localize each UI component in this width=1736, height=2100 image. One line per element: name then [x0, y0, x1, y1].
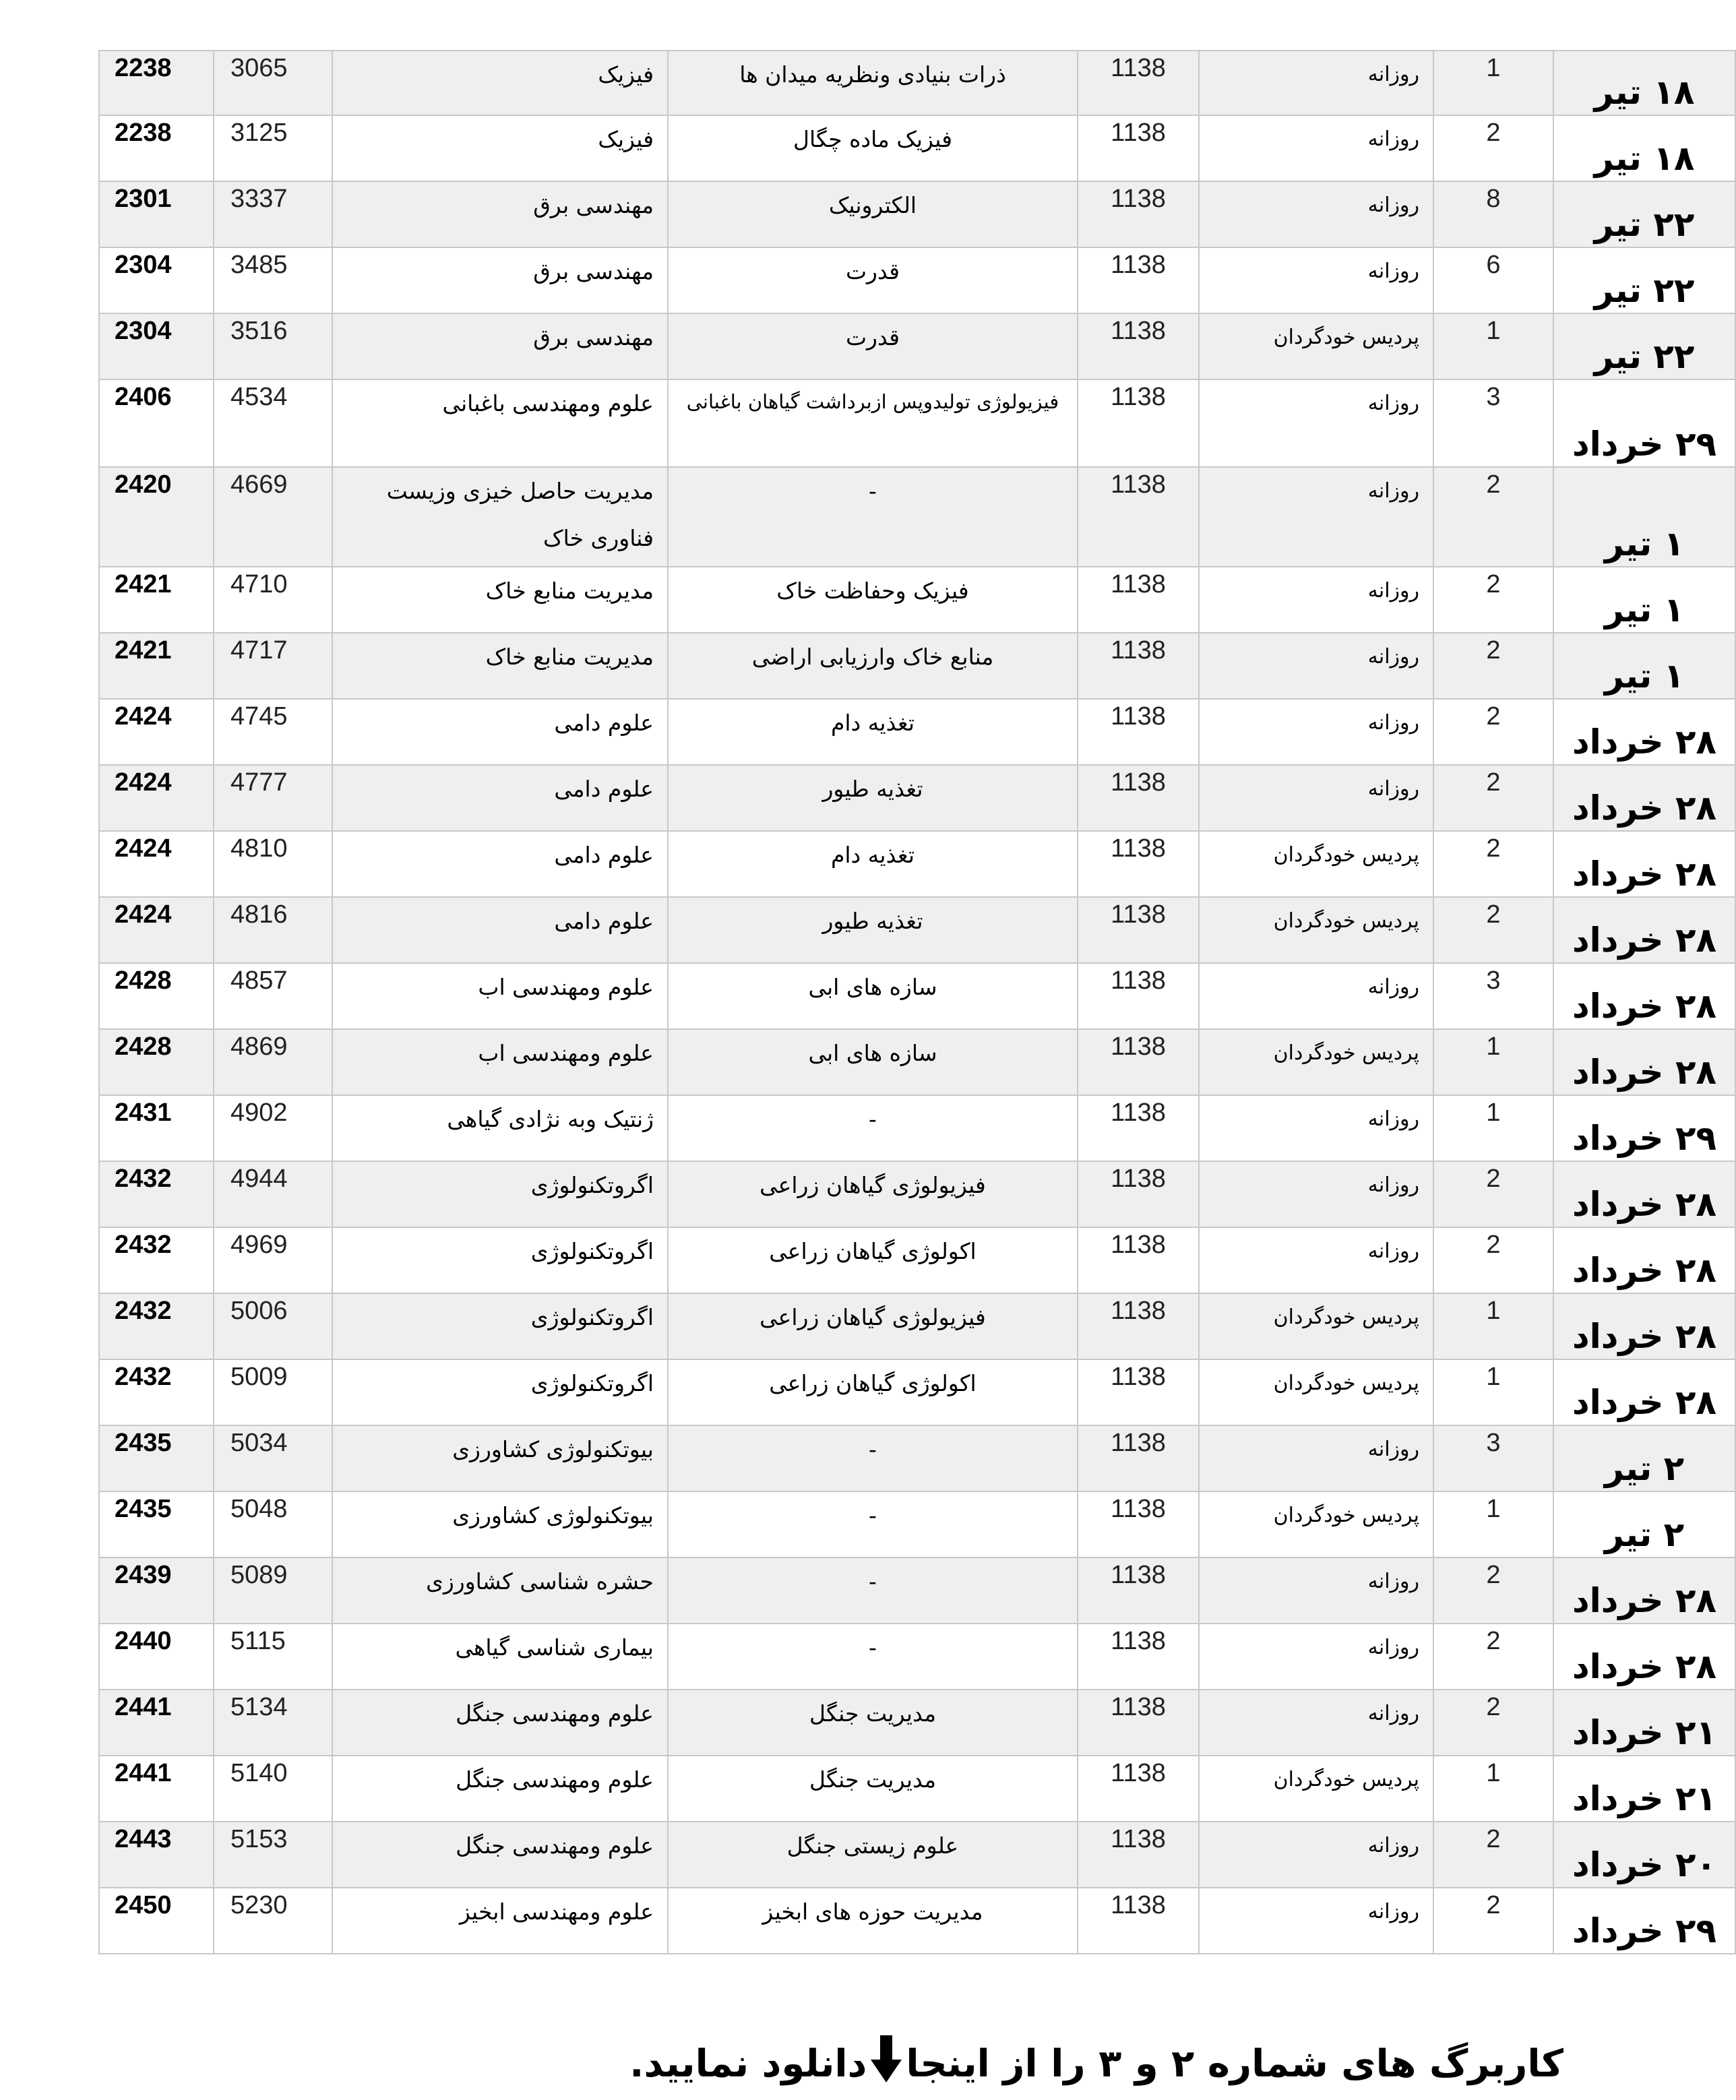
field-cell: ژنتیک وبه نژادی گیاهی	[332, 1095, 668, 1161]
number-cell: 3516	[214, 313, 332, 379]
number-cell: 5140	[214, 1756, 332, 1822]
field-cell: اگروتکنولوژی	[332, 1161, 668, 1227]
year-cell: 1138	[1078, 897, 1199, 963]
date-cell: ۲۸ خرداد	[1553, 1624, 1735, 1690]
download-note-text-end: دانلود نمایید.	[629, 2041, 867, 2086]
course-type-cell: پردیس خودگردان	[1199, 1029, 1433, 1095]
year-cell: 1138	[1078, 633, 1199, 699]
date-cell: ۲۲ تیر	[1553, 181, 1735, 247]
capacity-cell: 2	[1433, 699, 1553, 765]
number-cell: 5089	[214, 1557, 332, 1624]
course-type-cell: پردیس خودگردان	[1199, 1491, 1433, 1557]
course-type-cell: روزانه	[1199, 1822, 1433, 1888]
date-cell: ۲۲ تیر	[1553, 313, 1735, 379]
year-cell: 1138	[1078, 379, 1199, 467]
date-cell: ۲۱ خرداد	[1553, 1756, 1735, 1822]
code-cell: 2443	[99, 1822, 214, 1888]
code-cell: 2441	[99, 1690, 214, 1756]
table-row	[99, 51, 1735, 115]
date-cell: ۲۸ خرداد	[1553, 765, 1735, 831]
orientation-cell: سازه های ابی	[668, 1029, 1078, 1095]
date-cell: ۱ تیر	[1553, 567, 1735, 633]
table-row	[99, 765, 1735, 831]
code-cell: 2439	[99, 1557, 214, 1624]
orientation-cell: -	[668, 1624, 1078, 1690]
year-cell: 1138	[1078, 765, 1199, 831]
orientation-cell: تغذیه طیور	[668, 765, 1078, 831]
capacity-cell: 2	[1433, 1624, 1553, 1690]
table-row	[99, 1624, 1735, 1690]
course-type-cell: روزانه	[1199, 1557, 1433, 1624]
field-cell: علوم ومهندسی اب	[332, 963, 668, 1029]
number-cell: 5153	[214, 1822, 332, 1888]
course-type-cell: روزانه	[1199, 1227, 1433, 1293]
capacity-cell: 2	[1433, 1557, 1553, 1624]
number-cell: 3337	[214, 181, 332, 247]
table-row	[99, 467, 1735, 567]
schedule-table	[98, 50, 1736, 1954]
table-row	[99, 1756, 1735, 1822]
orientation-cell: مدیریت جنگل	[668, 1756, 1078, 1822]
year-cell: 1138	[1078, 1227, 1199, 1293]
date-cell: ۲ تیر	[1553, 1425, 1735, 1491]
year-cell: 1138	[1078, 1359, 1199, 1425]
year-cell: 1138	[1078, 247, 1199, 313]
table-row	[99, 699, 1735, 765]
date-cell: ۲۹ خرداد	[1553, 1888, 1735, 1954]
table-row	[99, 1822, 1735, 1888]
field-cell: علوم ومهندسی اب	[332, 1029, 668, 1095]
course-type-cell: پردیس خودگردان	[1199, 1359, 1433, 1425]
field-cell: حشره شناسی کشاورزی	[332, 1557, 668, 1624]
table-row	[99, 1161, 1735, 1227]
number-cell: 3485	[214, 247, 332, 313]
capacity-cell: 1	[1433, 1491, 1553, 1557]
capacity-cell: 2	[1433, 897, 1553, 963]
course-type-cell: روزانه	[1199, 963, 1433, 1029]
number-cell: 5230	[214, 1888, 332, 1954]
code-cell: 2432	[99, 1227, 214, 1293]
year-cell: 1138	[1078, 1161, 1199, 1227]
year-cell: 1138	[1078, 1293, 1199, 1359]
field-cell: علوم دامی	[332, 897, 668, 963]
year-cell: 1138	[1078, 1029, 1199, 1095]
orientation-cell: فیزیولوژی گیاهان زراعی	[668, 1161, 1078, 1227]
orientation-cell: تغذیه دام	[668, 699, 1078, 765]
orientation-cell: الکترونیک	[668, 181, 1078, 247]
code-cell: 2428	[99, 963, 214, 1029]
orientation-cell: مدیریت حوزه های ابخیز	[668, 1888, 1078, 1954]
table-row	[99, 1095, 1735, 1161]
capacity-cell: 2	[1433, 633, 1553, 699]
orientation-cell: تغذیه دام	[668, 831, 1078, 897]
course-type-cell: پردیس خودگردان	[1199, 831, 1433, 897]
field-cell: علوم دامی	[332, 831, 668, 897]
code-cell: 2424	[99, 765, 214, 831]
field-cell: علوم ومهندسی جنگل	[332, 1756, 668, 1822]
date-cell: ۲۱ خرداد	[1553, 1690, 1735, 1756]
number-cell: 4745	[214, 699, 332, 765]
table-row	[99, 313, 1735, 379]
table-row	[99, 1293, 1735, 1359]
table-row	[99, 181, 1735, 247]
field-cell: بیماری شناسی گیاهی	[332, 1624, 668, 1690]
capacity-cell: 2	[1433, 1227, 1553, 1293]
capacity-cell: 2	[1433, 1690, 1553, 1756]
field-cell: مدیریت حاصل خیزی وزیست فناوری خاک	[332, 467, 668, 567]
capacity-cell: 2	[1433, 831, 1553, 897]
download-note-text-start: کاربرگ های شماره ۲ و ۳ را از اینجا	[906, 2041, 1563, 2086]
table-row	[99, 1029, 1735, 1095]
field-cell: اگروتکنولوژی	[332, 1293, 668, 1359]
orientation-cell: قدرت	[668, 247, 1078, 313]
capacity-cell: 2	[1433, 467, 1553, 567]
code-cell: 2435	[99, 1425, 214, 1491]
code-cell: 2238	[99, 115, 214, 181]
capacity-cell: 6	[1433, 247, 1553, 313]
date-cell: ۱۸ تیر	[1553, 115, 1735, 181]
number-cell: 4869	[214, 1029, 332, 1095]
code-cell: 2406	[99, 379, 214, 467]
capacity-cell: 2	[1433, 1822, 1553, 1888]
capacity-cell: 1	[1433, 1095, 1553, 1161]
capacity-cell: 2	[1433, 1161, 1553, 1227]
date-cell: ۲۹ خرداد	[1553, 379, 1735, 467]
capacity-cell: 1	[1433, 1293, 1553, 1359]
number-cell: 4717	[214, 633, 332, 699]
table-row	[99, 633, 1735, 699]
field-cell: علوم دامی	[332, 765, 668, 831]
field-cell: علوم ومهندسی باغبانی	[332, 379, 668, 467]
number-cell: 4857	[214, 963, 332, 1029]
year-cell: 1138	[1078, 1756, 1199, 1822]
date-cell: ۲۸ خرداد	[1553, 1029, 1735, 1095]
number-cell: 5009	[214, 1359, 332, 1425]
code-cell: 2450	[99, 1888, 214, 1954]
year-cell: 1138	[1078, 51, 1199, 115]
capacity-cell: 3	[1433, 1425, 1553, 1491]
date-cell: ۱۸ تیر	[1553, 51, 1735, 115]
field-cell: اگروتکنولوژی	[332, 1227, 668, 1293]
code-cell: 2432	[99, 1293, 214, 1359]
orientation-cell: قدرت	[668, 313, 1078, 379]
orientation-cell: فیزیولوژی تولیدوپس ازبرداشت گیاهان باغبانی	[668, 379, 1078, 467]
date-cell: ۲۸ خرداد	[1553, 1359, 1735, 1425]
table-row	[99, 1690, 1735, 1756]
field-cell: مهندسی برق	[332, 247, 668, 313]
down-arrow-icon[interactable]	[871, 2035, 902, 2092]
date-cell: ۲۸ خرداد	[1553, 699, 1735, 765]
year-cell: 1138	[1078, 831, 1199, 897]
orientation-cell: سازه های ابی	[668, 963, 1078, 1029]
course-type-cell: روزانه	[1199, 181, 1433, 247]
capacity-cell: 1	[1433, 1359, 1553, 1425]
course-type-cell: روزانه	[1199, 567, 1433, 633]
date-cell: ۲۸ خرداد	[1553, 1227, 1735, 1293]
number-cell: 4816	[214, 897, 332, 963]
course-type-cell: روزانه	[1199, 467, 1433, 567]
capacity-cell: 2	[1433, 1888, 1553, 1954]
table-row	[99, 897, 1735, 963]
capacity-cell: 2	[1433, 765, 1553, 831]
date-cell: ۲۸ خرداد	[1553, 1557, 1735, 1624]
download-note[interactable]	[629, 2035, 1563, 2092]
code-cell: 2440	[99, 1624, 214, 1690]
number-cell: 4669	[214, 467, 332, 567]
date-cell: ۱ تیر	[1553, 633, 1735, 699]
capacity-cell: 2	[1433, 567, 1553, 633]
code-cell: 2431	[99, 1095, 214, 1161]
course-type-cell: روزانه	[1199, 699, 1433, 765]
date-cell: ۲۸ خرداد	[1553, 1293, 1735, 1359]
year-cell: 1138	[1078, 1491, 1199, 1557]
number-cell: 4777	[214, 765, 332, 831]
number-cell: 4944	[214, 1161, 332, 1227]
date-cell: ۲۸ خرداد	[1553, 897, 1735, 963]
orientation-cell: ذرات بنیادی ونظریه میدان ها	[668, 51, 1078, 115]
year-cell: 1138	[1078, 567, 1199, 633]
code-cell: 2428	[99, 1029, 214, 1095]
orientation-cell: اکولوژی گیاهان زراعی	[668, 1359, 1078, 1425]
table-row	[99, 1425, 1735, 1491]
orientation-cell: فیزیک ماده چگال	[668, 115, 1078, 181]
code-cell: 2432	[99, 1161, 214, 1227]
course-type-cell: روزانه	[1199, 1690, 1433, 1756]
orientation-cell: علوم زیستی جنگل	[668, 1822, 1078, 1888]
field-cell: مهندسی برق	[332, 181, 668, 247]
field-cell: بیوتکنولوژی کشاورزی	[332, 1425, 668, 1491]
number-cell: 5006	[214, 1293, 332, 1359]
number-cell: 4710	[214, 567, 332, 633]
number-cell: 5134	[214, 1690, 332, 1756]
year-cell: 1138	[1078, 1557, 1199, 1624]
course-type-cell: پردیس خودگردان	[1199, 1756, 1433, 1822]
code-cell: 2421	[99, 633, 214, 699]
course-type-cell: روزانه	[1199, 1425, 1433, 1491]
number-cell: 4969	[214, 1227, 332, 1293]
orientation-cell: منابع خاک وارزیابی اراضی	[668, 633, 1078, 699]
date-cell: ۲۸ خرداد	[1553, 963, 1735, 1029]
table-row	[99, 963, 1735, 1029]
field-cell: مدیریت منابع خاک	[332, 567, 668, 633]
orientation-cell: اکولوژی گیاهان زراعی	[668, 1227, 1078, 1293]
code-cell: 2421	[99, 567, 214, 633]
code-cell: 2420	[99, 467, 214, 567]
orientation-cell: فیزیولوژی گیاهان زراعی	[668, 1293, 1078, 1359]
date-cell: ۲۸ خرداد	[1553, 1161, 1735, 1227]
capacity-cell: 1	[1433, 1756, 1553, 1822]
number-cell: 5048	[214, 1491, 332, 1557]
table-row	[99, 1557, 1735, 1624]
capacity-cell: 1	[1433, 51, 1553, 115]
number-cell: 4534	[214, 379, 332, 467]
year-cell: 1138	[1078, 467, 1199, 567]
number-cell: 3065	[214, 51, 332, 115]
capacity-cell: 8	[1433, 181, 1553, 247]
year-cell: 1138	[1078, 1690, 1199, 1756]
table-row	[99, 567, 1735, 633]
table-row	[99, 1888, 1735, 1954]
orientation-cell: -	[668, 1491, 1078, 1557]
date-cell: ۲۹ خرداد	[1553, 1095, 1735, 1161]
code-cell: 2435	[99, 1491, 214, 1557]
field-cell: بیوتکنولوژی کشاورزی	[332, 1491, 668, 1557]
field-cell: علوم ومهندسی ابخیز	[332, 1888, 668, 1954]
course-type-cell: روزانه	[1199, 1095, 1433, 1161]
course-type-cell: روزانه	[1199, 1161, 1433, 1227]
year-cell: 1138	[1078, 1624, 1199, 1690]
field-cell: فیزیک	[332, 51, 668, 115]
table-row	[99, 831, 1735, 897]
orientation-cell: -	[668, 1095, 1078, 1161]
field-cell: مدیریت منابع خاک	[332, 633, 668, 699]
year-cell: 1138	[1078, 313, 1199, 379]
code-cell: 2424	[99, 699, 214, 765]
code-cell: 2304	[99, 313, 214, 379]
number-cell: 4810	[214, 831, 332, 897]
capacity-cell: 1	[1433, 1029, 1553, 1095]
capacity-cell: 2	[1433, 115, 1553, 181]
code-cell: 2424	[99, 897, 214, 963]
table-row	[99, 1227, 1735, 1293]
table-row	[99, 115, 1735, 181]
code-cell: 2441	[99, 1756, 214, 1822]
course-type-cell: روزانه	[1199, 51, 1433, 115]
field-cell: علوم ومهندسی جنگل	[332, 1690, 668, 1756]
date-cell: ۲۰ خرداد	[1553, 1822, 1735, 1888]
orientation-cell: -	[668, 467, 1078, 567]
table-row	[99, 1359, 1735, 1425]
year-cell: 1138	[1078, 963, 1199, 1029]
code-cell: 2432	[99, 1359, 214, 1425]
year-cell: 1138	[1078, 1888, 1199, 1954]
orientation-cell: -	[668, 1557, 1078, 1624]
orientation-cell: -	[668, 1425, 1078, 1491]
number-cell: 3125	[214, 115, 332, 181]
capacity-cell: 3	[1433, 379, 1553, 467]
orientation-cell: فیزیک وحفاظت خاک	[668, 567, 1078, 633]
field-cell: مهندسی برق	[332, 313, 668, 379]
date-cell: ۲ تیر	[1553, 1491, 1735, 1557]
field-cell: علوم ومهندسی جنگل	[332, 1822, 668, 1888]
capacity-cell: 3	[1433, 963, 1553, 1029]
course-type-cell: روزانه	[1199, 1888, 1433, 1954]
year-cell: 1138	[1078, 1822, 1199, 1888]
table-row	[99, 1491, 1735, 1557]
number-cell: 4902	[214, 1095, 332, 1161]
date-cell: ۲۸ خرداد	[1553, 831, 1735, 897]
course-type-cell: روزانه	[1199, 115, 1433, 181]
course-type-cell: روزانه	[1199, 247, 1433, 313]
capacity-cell: 1	[1433, 313, 1553, 379]
orientation-cell: تغذیه طیور	[668, 897, 1078, 963]
orientation-cell: مدیریت جنگل	[668, 1690, 1078, 1756]
code-cell: 2304	[99, 247, 214, 313]
course-type-cell: پردیس خودگردان	[1199, 313, 1433, 379]
course-type-cell: روزانه	[1199, 1624, 1433, 1690]
number-cell: 5115	[214, 1624, 332, 1690]
date-cell: ۲۲ تیر	[1553, 247, 1735, 313]
table-row	[99, 247, 1735, 313]
course-type-cell: پردیس خودگردان	[1199, 1293, 1433, 1359]
field-cell: اگروتکنولوژی	[332, 1359, 668, 1425]
year-cell: 1138	[1078, 115, 1199, 181]
code-cell: 2238	[99, 51, 214, 115]
year-cell: 1138	[1078, 1425, 1199, 1491]
code-cell: 2301	[99, 181, 214, 247]
date-cell: ۱ تیر	[1553, 467, 1735, 567]
course-type-cell: پردیس خودگردان	[1199, 897, 1433, 963]
course-type-cell: روزانه	[1199, 379, 1433, 467]
table-row	[99, 379, 1735, 467]
year-cell: 1138	[1078, 699, 1199, 765]
field-cell: علوم دامی	[332, 699, 668, 765]
number-cell: 5034	[214, 1425, 332, 1491]
year-cell: 1138	[1078, 181, 1199, 247]
field-cell: فیزیک	[332, 115, 668, 181]
year-cell: 1138	[1078, 1095, 1199, 1161]
course-type-cell: روزانه	[1199, 765, 1433, 831]
code-cell: 2424	[99, 831, 214, 897]
course-type-cell: روزانه	[1199, 633, 1433, 699]
